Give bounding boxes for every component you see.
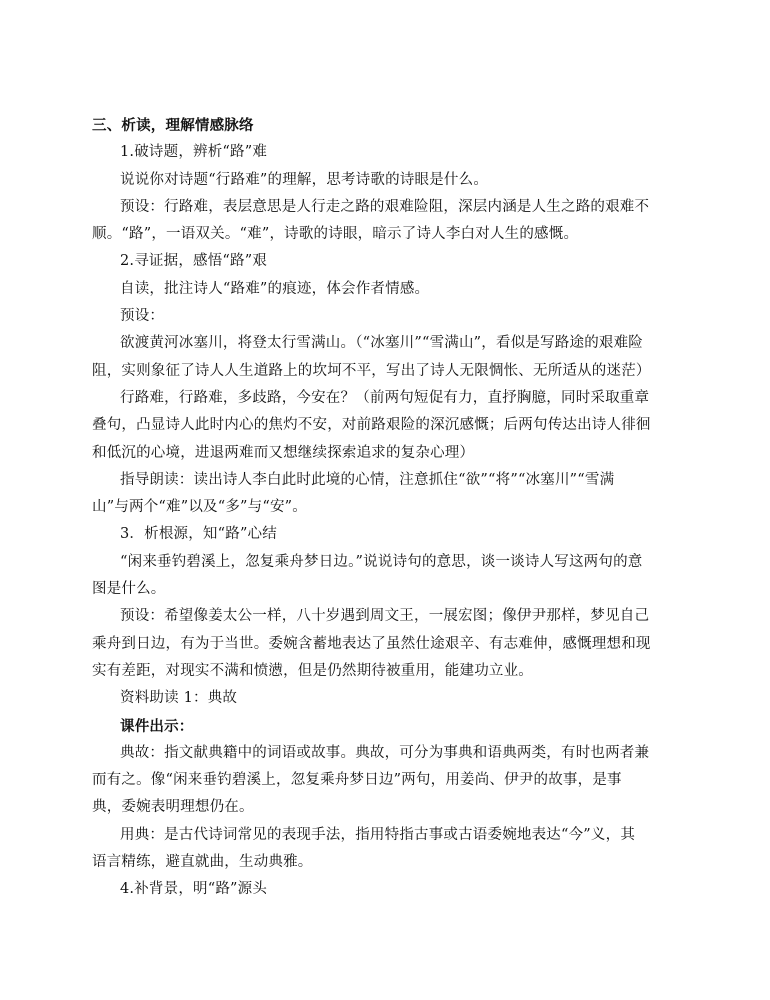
text-line: 课件出示： bbox=[120, 717, 194, 735]
text-line: 预设： bbox=[120, 308, 165, 325]
text-line: 1.破诗题，辨析“路”难 bbox=[120, 144, 268, 161]
document-body bbox=[92, 112, 682, 904]
text-line: 预设：行路难，表层意思是人行走之路的艰难险阻，深层内涵是人生之路的艰难不 bbox=[120, 198, 650, 215]
text-line: 典，委婉表明理想仍在。 bbox=[92, 799, 254, 816]
text-line: 图是什么。 bbox=[92, 581, 166, 598]
text-line: 预设：希望像姜太公一样，八十岁遇到周文王，一展宏图；像伊尹那样，梦见自己 bbox=[120, 608, 650, 625]
text-line: 和低沉的心境，进退两难而又想继续探索追求的复杂心理） bbox=[92, 444, 475, 461]
paragraph-lines bbox=[92, 139, 682, 903]
text-line: 叠句，凸显诗人此时内心的焦灼不安，对前路艰险的深沉感慨；后两句传达出诗人徘徊 bbox=[92, 417, 651, 434]
text-line: 语言精练，避直就曲，生动典雅。 bbox=[92, 854, 313, 871]
text-line: 3．析根源，知“路”心结 bbox=[120, 526, 277, 543]
text-line: 阻，实则象征了诗人人生道路上的坎坷不平，写出了诗人无限惆怅、无所适从的迷茫） bbox=[92, 362, 651, 379]
text-line: 而有之。像“闲来垂钓碧溪上，忽复乘舟梦日边”两句，用姜尚、伊尹的故事，是事 bbox=[92, 772, 622, 789]
text-line: 自读，批注诗人“路难”的痕迹，体会作者情感。 bbox=[120, 280, 430, 297]
text-line: 实有差距，对现实不满和愤懑，但是仍然期待被重用，能建功立业。 bbox=[92, 662, 533, 679]
text-line: 顺。“路”，一语双关。“难”，诗歌的诗眼，暗示了诗人李白对人生的感慨。 bbox=[92, 226, 579, 243]
text-line: 2.寻证据，感悟“路”艰 bbox=[120, 253, 268, 270]
section-heading: 三、析读，理解情感脉络 bbox=[92, 117, 254, 134]
text-line: 用典：是古代诗词常见的表现手法，指用特指古事或古语委婉地表达“今”义，其 bbox=[120, 826, 636, 843]
text-line: 乘舟到日边，有为于当世。委婉含蓄地表达了虽然仕途艰辛、有志难伸，感慨理想和现 bbox=[92, 635, 651, 652]
text-line: 指导朗读：读出诗人李白此时此境的心情，注意抓住“欲”“将”“冰塞川”“雪满 bbox=[120, 471, 615, 488]
text-line: 4.补背景，明“路”源头 bbox=[120, 881, 268, 898]
text-line: 典故：指文献典籍中的词语或故事。典故，可分为事典和语典两类，有时也两者兼 bbox=[120, 744, 650, 761]
text-line: 欲渡黄河冰塞川，将登太行雪满山。（“冰塞川”“雪满山”，看似是写路途的艰难险 bbox=[120, 335, 643, 352]
text-line: 行路难，行路难，多歧路，今安在？（前两句短促有力，直抒胸臆，同时采取重章 bbox=[120, 389, 650, 406]
text-line: 说说你对诗题“行路难”的理解，思考诗歌的诗眼是什么。 bbox=[120, 171, 489, 188]
text-line: “闲来垂钓碧溪上，忽复乘舟梦日边。”说说诗句的意思，谈一谈诗人写这两句的意 bbox=[120, 553, 643, 570]
text-line: 资料助读 1：典故 bbox=[120, 690, 238, 707]
text-line: 山”与两个“难”以及“多”与“安”。 bbox=[92, 499, 307, 516]
